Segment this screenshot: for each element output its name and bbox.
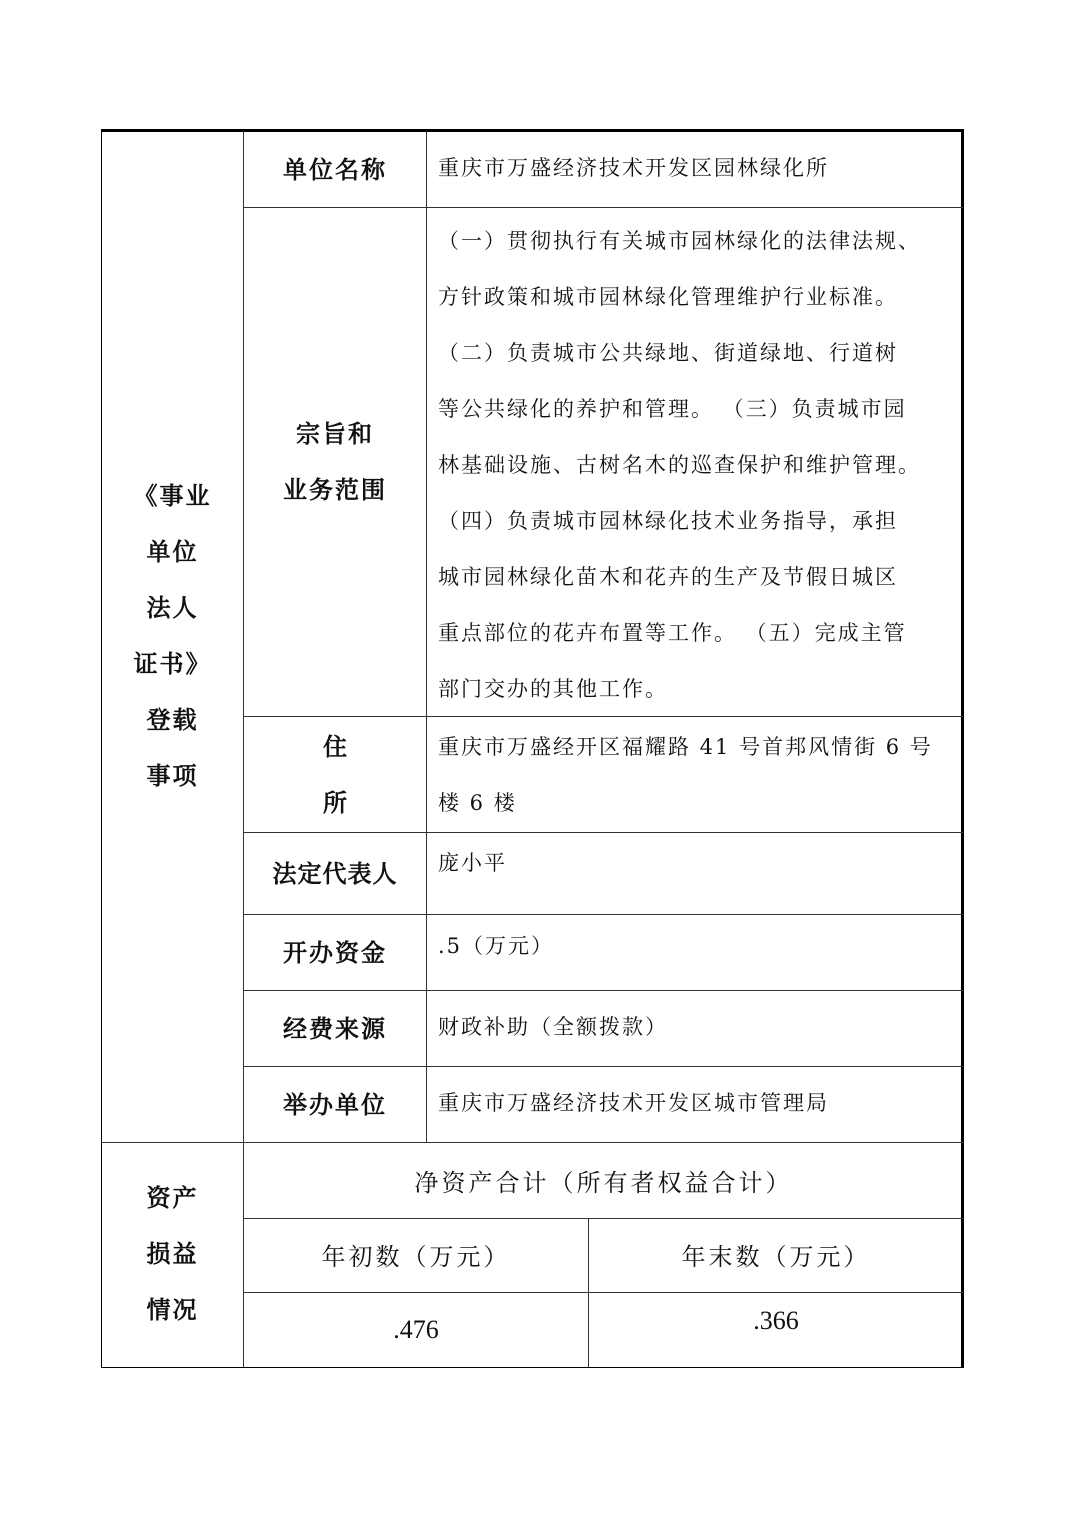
sponsor-label: 举办单位 [283,1089,387,1119]
divider [243,832,963,833]
capital-label: 开办资金 [283,938,387,967]
funding-value: 财政补助（全额拨款） [438,1015,668,1039]
net-assets-header: 净资产合计（所有者权益合计） [414,1169,793,1197]
divider [243,1218,963,1219]
purpose-label: 宗旨和 业务范围 [283,419,387,504]
purpose-text: （一）贯彻执行有关城市园林绿化的法律法规、 方针政策和城市园林绿化管理维护行业标准。 （二）负责城市公共绿地、街道绿地、行道树 等公共绿化的养护和管理。 （三）负责城市园 林基础设施、古树名木的巡查保护和维护管理。 （四）负责城市园林绿化技术业务指导，承担 城市园林绿化苗木和花卉的生产及节假日城区 重点部位的花卉布置等工作。 （五）完成主管 部门交办的其他工作。 [438,229,921,701]
assets-section-label: 资产 损益 情况 [146,1183,199,1324]
address-label: 住 所 [323,731,405,817]
divider [426,131,427,1143]
end-of-year-value: .366 [753,1306,799,1335]
legal-rep-value: 庞小平 [438,851,507,875]
divider [243,1292,963,1293]
divider [243,914,963,915]
sponsor-value: 重庆市万盛经济技术开发区城市管理局 [438,1091,829,1115]
capital-value: .5（万元） [438,934,555,958]
legal-rep-label: 法定代表人 [272,859,398,888]
start-of-year-value: .476 [393,1315,439,1344]
funding-label: 经费来源 [283,1013,387,1043]
end-of-year-header: 年末数（万元） [681,1243,871,1271]
start-of-year-header: 年初数（万元） [321,1243,511,1271]
address-value: 重庆市万盛经开区福耀路 41 号首邦风情街 6 号 楼 6 楼 [438,735,933,815]
unit-name-value: 重庆市万盛经济技术开发区园林绿化所 [438,156,829,180]
unit-name-label: 单位名称 [283,154,387,184]
registry-section-label: 《事业 单位 法人 证书》 登载 事项 [133,481,212,790]
divider [102,1142,963,1143]
